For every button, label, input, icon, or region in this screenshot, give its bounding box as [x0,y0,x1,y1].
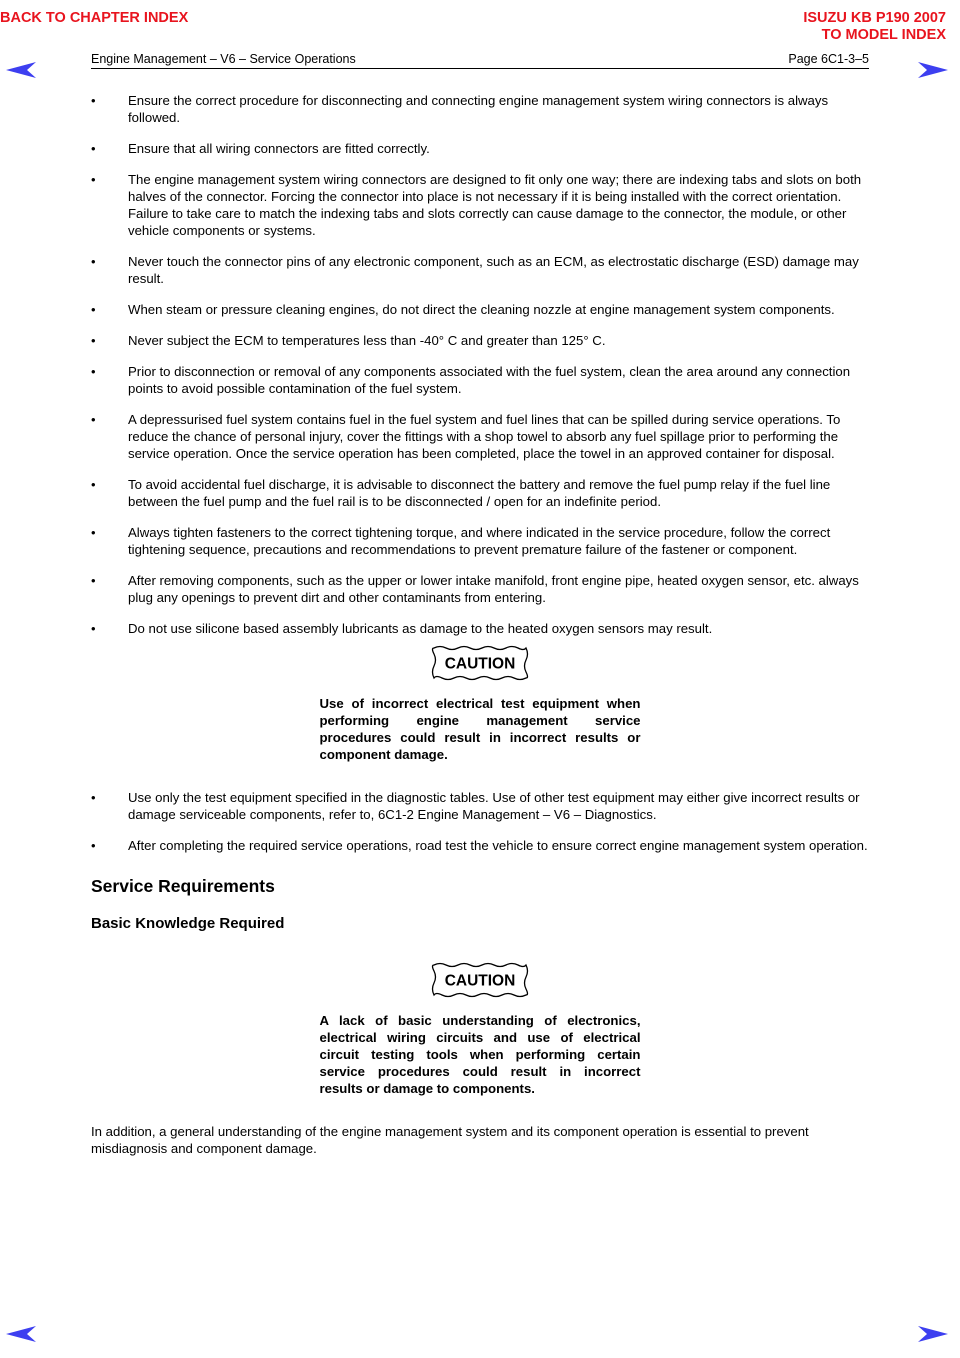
list-item: • A depressurised fuel system contains fuel in the fuel system and fuel lines that can be spilled during service operations. To reduce the chance of personal injury, cover the fittings with a shop towel to absorb any fuel spillage prior to performing the service operation. Once the service operation has been completed, place the towel in an approved container for disposal. [91,411,869,462]
page-number: Page 6C1-3–5 [788,52,869,66]
caution-text: A lack of basic understanding of electronics, electrical wiring circuits and use of electrical circuit testing tools when performing certain service procedures could result in incorrect results or damage to components. [319,1013,641,1096]
prev-page-arrow-icon-bottom[interactable] [4,1324,38,1344]
caution-badge [430,962,530,998]
precautions-list [91,92,869,637]
page-header-title: Engine Management – V6 – Service Operations [91,52,356,66]
list-item: • After removing components, such as the upper or lower intake manifold, front engine pipe, heated oxygen sensor, etc. always plug any openings to prevent dirt and other contaminants from entering. [91,572,869,606]
list-item: • Use only the test equipment specified in the diagnostic tables. Use of other test equipment may either give incorrect results or damage serviceable components, refer to, 6C1-2 Engine Management – V6 – Diagnostics. [91,789,869,823]
caution-notice [320,645,641,763]
closing-paragraph: In addition, a general understanding of the engine management system and its component operation is essential to prevent misdiagnosis and component damage. [91,1124,809,1156]
subsection-title: Basic Knowledge Required [91,915,285,932]
list-item: • The engine management system wiring connectors are designed to fit only one way; there are indexing tabs and slots on both halves of the connector. Forcing the connector into place is not necessary if it is being installed with the correct orientation. Failure to take care to match the indexing tabs and slots correctly can cause damage to the connector, the module, or other vehicle components or systems. [91,171,869,239]
svg-text:CAUTION: CAUTION [444,655,516,673]
list-item: • Never subject the ECM to temperatures less than -40° C and greater than 125° C. [91,332,869,349]
next-page-arrow-icon[interactable] [916,60,950,80]
list-item: • After completing the required service operations, road test the vehicle to ensure correct engine management system operation. [91,837,869,854]
back-to-chapter-index-link[interactable]: BACK TO CHAPTER INDEX [0,10,189,26]
list-item: • When steam or pressure cleaning engines, do not direct the cleaning nozzle at engine management system components. [91,301,869,318]
to-model-index-label: TO MODEL INDEX [821,27,946,43]
list-item: • Never touch the connector pins of any electronic component, such as an ECM, as electrostatic discharge (ESD) damage may result. [91,253,869,287]
svg-text:CAUTION: CAUTION [444,972,516,990]
list-item: • Ensure that all wiring connectors are fitted correctly. [91,140,869,157]
test-equipment-list [91,789,869,854]
caution-notice [320,962,641,1097]
model-name-label: ISUZU KB P190 2007 [803,10,946,26]
list-item: • To avoid accidental fuel discharge, it is advisable to disconnect the battery and remove the fuel pump relay if the fuel line between the fuel pump and the fuel rail is to be disconnected / open for an indefinite period. [91,476,869,510]
list-item: • Do not use silicone based assembly lubricants as damage to the heated oxygen sensors may result. [91,620,869,637]
model-index-link[interactable] [803,10,946,44]
next-page-arrow-icon-bottom[interactable] [916,1324,950,1344]
header-divider [91,68,869,69]
list-item: • Ensure the correct procedure for disconnecting and connecting engine management system wiring connectors is always followed. [91,92,869,126]
caution-text: Use of incorrect electrical test equipment when performing engine management service procedures could result in incorrect results or component damage. [319,696,641,762]
caution-badge [430,645,530,681]
page-content [91,92,869,1157]
list-item: • Prior to disconnection or removal of any components associated with the fuel system, clean the area around any connection points to avoid possible contamination of the fuel system. [91,363,869,397]
prev-page-arrow-icon[interactable] [4,60,38,80]
list-item: • Always tighten fasteners to the correct tightening torque, and where indicated in the service procedure, follow the correct tightening sequence, precautions and recommendations to prevent premature failure of the fastener or component. [91,524,869,558]
section-title: Service Requirements [91,876,275,896]
